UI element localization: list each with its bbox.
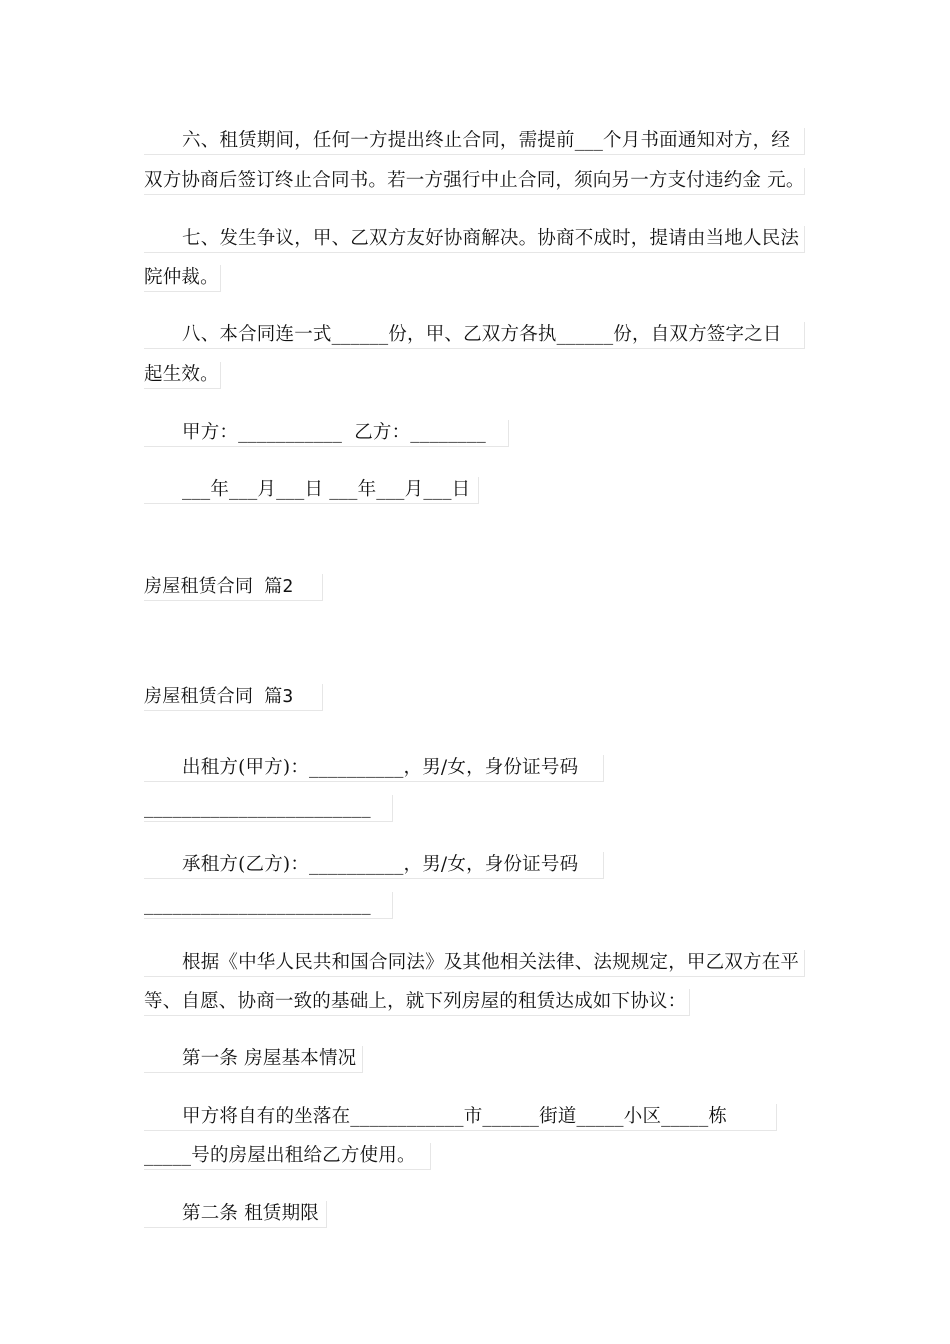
signature-dates: ___年___月___日 ___年___月___日	[144, 477, 479, 504]
clause-8-line-1: 八、本合同连一式______份，甲、乙双方各执______份，自双方签字之日	[144, 322, 805, 349]
clause-7-line-1: 七、发生争议，甲、乙双方友好协商解决。协商不成时，提请由当地人民法	[144, 226, 805, 253]
article-1-title: 第一条 房屋基本情况	[144, 1046, 363, 1073]
lessor-line-1: 出租方(甲方)：__________，男/女，身份证号码	[144, 755, 604, 782]
clause-6-line-2: 双方协商后签订终止合同书。若一方强行中止合同，须向另一方支付违约金 元。	[144, 168, 805, 195]
clause-7-line-2: 院仲裁。	[144, 265, 221, 292]
lessee-id-blank: ________________________	[144, 892, 393, 919]
basis-line-2: 等、自愿、协商一致的基础上，就下列房屋的租赁达成如下协议：	[144, 989, 690, 1016]
section-heading-3: 房屋租赁合同 篇3	[144, 684, 323, 711]
lessor-id-blank: ________________________	[144, 795, 393, 822]
article-2-title: 第二条 租赁期限	[144, 1201, 327, 1228]
basis-line-1: 根据《中华人民共和国合同法》及其他相关法律、法规规定，甲乙双方在平	[144, 950, 805, 977]
clause-8-line-2: 起生效。	[144, 362, 221, 389]
clause-6-line-1: 六、租赁期间，任何一方提出终止合同，需提前___个月书面通知对方，经	[144, 128, 805, 155]
article-1-line-2: _____号的房屋出租给乙方使用。	[144, 1143, 431, 1170]
signature-parties: 甲方：___________ 乙方：________	[144, 420, 509, 447]
lessee-line-1: 承租方(乙方)：__________，男/女，身份证号码	[144, 852, 604, 879]
article-1-line-1: 甲方将自有的坐落在____________市______街道_____小区_____栋	[144, 1104, 777, 1131]
section-heading-2: 房屋租赁合同 篇2	[144, 574, 323, 601]
